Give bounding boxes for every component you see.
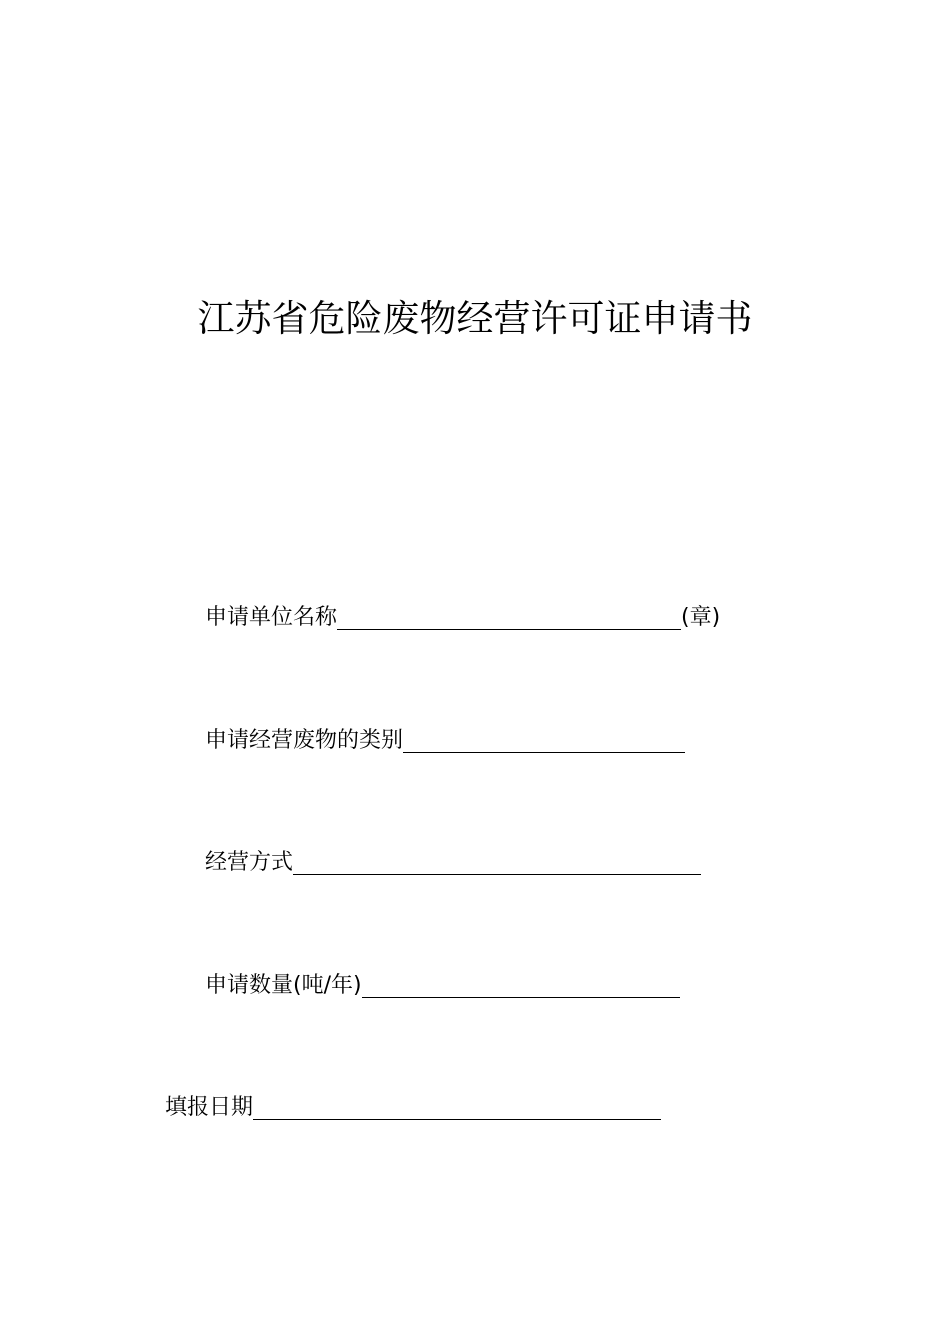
applicant-name-blank[interactable]	[337, 603, 681, 630]
quantity-blank[interactable]	[362, 971, 680, 998]
fill-date-blank[interactable]	[253, 1093, 661, 1120]
document-title: 江苏省危险废物经营许可证申请书	[197, 297, 753, 340]
applicant-name-field	[205, 600, 720, 632]
waste-category-field	[205, 723, 685, 755]
operation-mode-blank[interactable]	[293, 848, 701, 875]
fill-date-label: 填报日期	[165, 1095, 254, 1120]
operation-mode-label: 经营方式	[205, 850, 294, 875]
applicant-name-label: 申请单位名称	[205, 605, 338, 630]
quantity-field	[205, 968, 680, 1000]
waste-category-label: 申请经营废物的类别	[205, 728, 404, 753]
fill-date-field	[165, 1090, 661, 1122]
operation-mode-field	[205, 845, 701, 877]
waste-category-blank[interactable]	[403, 726, 685, 753]
quantity-label: 申请数量(吨/年)	[205, 973, 362, 998]
seal-marker: (章)	[681, 605, 721, 630]
